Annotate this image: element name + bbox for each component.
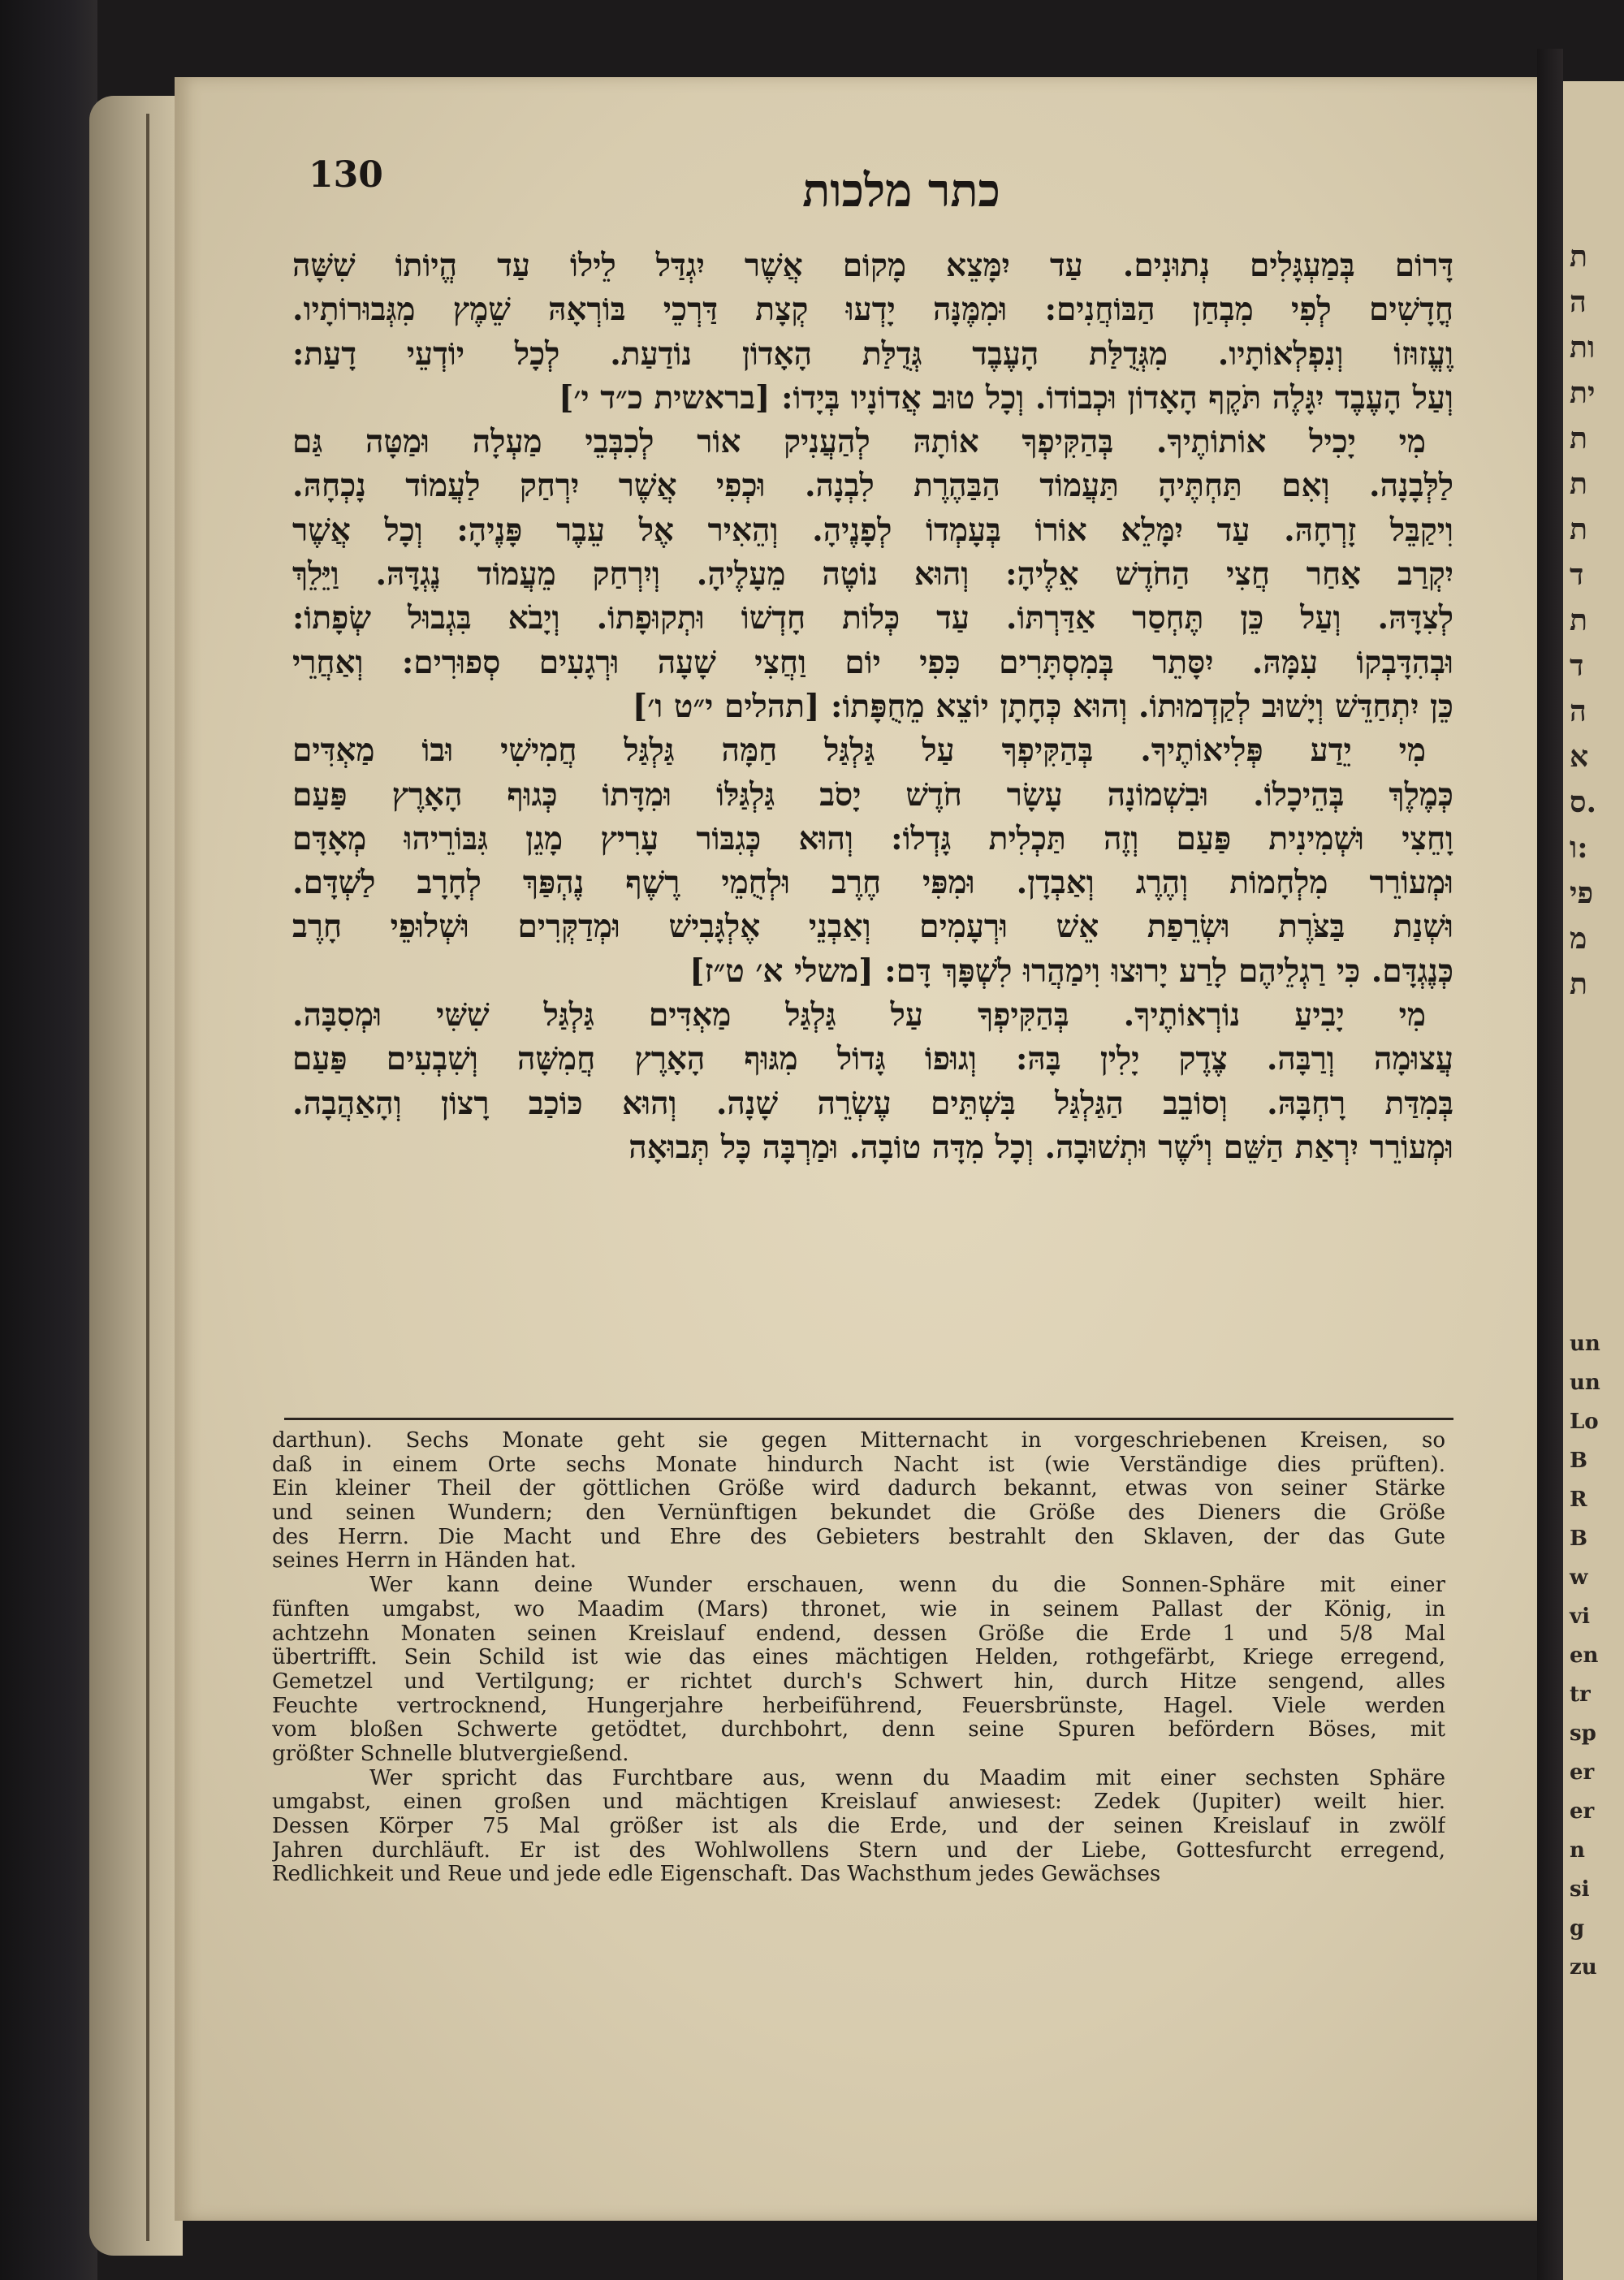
book-gutter bbox=[1537, 49, 1563, 2280]
facing-page-fragment: w bbox=[1570, 1565, 1588, 1590]
german-line: Wer spricht das Furchtbare aus, wenn du Maadim mit einer sechsten Sphäre bbox=[369, 1766, 1445, 1790]
facing-page-fragment: n bbox=[1570, 1838, 1585, 1863]
hebrew-line: יִקְרַב אַחַר חֲצִי הַחֹדֶשׁ אֵלֶיהָ: וְהוּא נוֹטֶה מֵעָלֶיהָ. וְיִרְחַק מֵעֲמוֹד נֶגְדָּהּ. וַיֵּלֵךְ bbox=[292, 555, 1453, 594]
german-line: fünften umgabst, wo Maadim (Mars) thronet, wie in seinem Pallast der König, in bbox=[272, 1597, 1445, 1621]
facing-page-fragment: ד bbox=[1570, 649, 1584, 683]
facing-page-fragment: zu bbox=[1570, 1955, 1597, 1980]
hebrew-line: עֲצוּמָה וְרַבָּה. צֶדֶק יָלִין בָּהּ: וְגוּפוֹ גָּדוֹל מִגּוּף הָאָרֶץ חֲמִשָּׁה וְשִׁבְעִים פַּעַם bbox=[292, 1040, 1453, 1078]
german-line: umgabst, einen großen und mächtigen Kreislauf anwiesest: Zedek (Jupiter) weilt hier. bbox=[272, 1790, 1445, 1815]
facing-page-fragment: ס. bbox=[1570, 785, 1597, 819]
facing-page-fragment: R bbox=[1570, 1488, 1587, 1512]
facing-page-fragment: un bbox=[1570, 1332, 1600, 1356]
facing-page-fragment: ות bbox=[1570, 330, 1596, 365]
facing-page-fragment: si bbox=[1570, 1877, 1590, 1902]
facing-page-fragment: en bbox=[1570, 1643, 1599, 1668]
hebrew-line: בְּמִדַּת רָחְבָּהּ. וְסוֹבֵב הַגַּלְגַּל בִּשְׁתֵּים עֶשְׂרֵה שָׁנָה. וְהוּא כּוֹכַב רָצוֹן וְהָאַהֲבָה. bbox=[292, 1084, 1453, 1122]
german-line: vom bloßen Schwerte getödtet, durchbohrt, denn seine Spuren befördern Böses, mit bbox=[272, 1718, 1445, 1742]
german-line: Dessen Körper 75 Mal größer ist als die Erde, und der seinen Kreislauf in zwölf bbox=[272, 1815, 1445, 1838]
page-number: 130 bbox=[309, 154, 383, 196]
hebrew-line: וִיקַבֵּל זָרְחָהּ. עַד יִמָּלֵא אוֹרוֹ בְּעָמְדוֹ לְפָנֶיהָ. וְהֵאִיר אֶל עֵבֶר פָּנֶיהָ: וְכָל אֲשֶׁר bbox=[292, 511, 1453, 549]
running-title: כתר מלכות bbox=[802, 164, 1000, 218]
facing-page-fragment: ת bbox=[1570, 967, 1587, 1001]
german-line: und seinen Wundern; den Vernünftigen bekundet die Größe des Dieners die Größe bbox=[272, 1501, 1445, 1526]
german-translation-block bbox=[272, 1429, 1445, 2176]
facing-page-fragment: B bbox=[1570, 1449, 1587, 1473]
facing-page-fragment: Lo bbox=[1570, 1410, 1599, 1434]
facing-page-fragment: ת bbox=[1570, 421, 1587, 456]
hebrew-line: וּשְׁנַת בַּצֹּרֶת וּשְׂרֵפַת אֵשׁ וּרְעָמִים וְאַבְנֵי אֶלְגָּבִישׁ וּמְדַקְּרִים וּשְׁלוּפֵי חָרֶב bbox=[292, 908, 1453, 946]
binding-line bbox=[146, 114, 149, 2241]
hebrew-line: כְּמֶלֶךְ בְּהֵיכָלוֹ. וּבִשְׁמוֹנָה עָשָׂר חֹדֶשׁ יָסֹב גַּלְגַּלּוֹ וּמִדָּתוֹ כְּגוּף הָאָרֶץ פַּעַם bbox=[292, 775, 1453, 814]
german-line: größter Schnelle blutvergießend. bbox=[272, 1742, 629, 1766]
facing-page-fragment: B bbox=[1570, 1526, 1587, 1551]
facing-page-fragment: ה bbox=[1570, 285, 1587, 319]
hebrew-line: וּמְעוֹרֵר יִרְאַת הַשֵּׁם וְיֹשֶׁר וּתְשׁוּבָה. וְכָל מִדָּה טוֹבָה. וּמַרְבָּה כָּל תְּבוּאָה bbox=[628, 1128, 1453, 1166]
hebrew-line: וְעַל הָעֶבֶד יִגָּלֶה תֹּקֶף הָאָדוֹן וּכְבוֹדוֹ. וְכָל טוּב אֲדוֹנָיו בְּיָדוֹ: [בראשית כ״ד י׳] bbox=[558, 378, 1453, 417]
separator-rule bbox=[284, 1418, 1453, 1420]
facing-page-fragment: er bbox=[1570, 1760, 1595, 1785]
facing-page-fragment: ת bbox=[1570, 467, 1587, 501]
facing-page-fragment: ת bbox=[1570, 603, 1587, 637]
german-line: darthun). Sechs Monate geht sie gegen Mitternacht in vorgeschriebenen Kreisen, so bbox=[272, 1429, 1445, 1453]
hebrew-line: כְּנֶגְדָּם. כִּי רַגְלֵיהֶם לָרַע יָרוּצוּ וִימַהֲרוּ לִשְׁפָּךְ דָּם: [משלי א׳ ט״ז] bbox=[689, 952, 1453, 990]
hebrew-line: מִי יֵדַע פְּלִיאוֹתֶיךָ. בְּהַקִּיפְךָ עַל גַּלְגַּל חַמָּה גַּלְגַּל חֲמִישִׁי וּבוֹ מַאְדִּים bbox=[292, 732, 1426, 770]
german-line: daß in einem Orte sechs Monate hindurch Nacht ist (wie Verständige dies prüften). bbox=[272, 1453, 1445, 1477]
facing-page-edge bbox=[1563, 81, 1624, 2280]
facing-page-fragment: g bbox=[1570, 1916, 1585, 1941]
german-line: seines Herrn in Händen hat. bbox=[272, 1549, 577, 1574]
page-edge-stack bbox=[89, 96, 183, 2256]
facing-page-fragment: ו: bbox=[1570, 831, 1588, 865]
hebrew-text-block bbox=[292, 244, 1453, 1405]
facing-page-fragment: ת bbox=[1570, 512, 1587, 546]
german-line: achtzehn Monaten seinen Kreislauf endend, dessen Größe die Erde 1 und 5/8 Mal bbox=[272, 1621, 1445, 1646]
german-line: übertrifft. Sein Schild ist wie das eines mächtigen Helden, rothgefärbt, Kriege erregend, bbox=[272, 1646, 1445, 1670]
facing-page-fragment: ד bbox=[1570, 558, 1584, 592]
facing-page-fragment: un bbox=[1570, 1371, 1600, 1395]
german-line: Gemetzel und Vertilgung; er richtet durch's Schwert hin, durch Hitze sengend, alles bbox=[272, 1669, 1445, 1694]
hebrew-line: מִי יָכִיל אוֹתוֹתֶיךָ. בְּהַקִּיפְךָ אוֹתָהּ לְהַעֲנִיק אוֹר לְכִבְּבֵי מַעְלָה וּמַטָּה גַּם bbox=[292, 423, 1426, 461]
german-line: des Herrn. Die Macht und Ehre des Gebieters bestrahlt den Sklaven, der das Gute bbox=[272, 1525, 1445, 1549]
german-line: Ein kleiner Theil der göttlichen Größe wird dadurch bekannt, etwas von seiner Stärke bbox=[272, 1477, 1445, 1501]
hebrew-line: וּבְהִדָּבְקוֹ עִמָּהּ. יִסָּתֵר בְּמִסְתָּרִים כִּפִי יוֹם וַחֲצִי שָׁעָה וּרְגָעִים סְפוּרִים: וְאַחֲרֵי bbox=[292, 643, 1453, 681]
hebrew-line: לְצִדָּהּ. וְעַל כֵּן תֶּחְסַר אַדַּרְתּוֹ. עַד כְּלוֹת חָדְשׁוֹ וּתְקוּפָתוֹ. וְיָבֹא בִּגְבוּל שְׂפָתוֹ: bbox=[292, 599, 1453, 637]
facing-page-fragment: ית bbox=[1570, 376, 1596, 410]
facing-page-fragment: מ bbox=[1570, 922, 1587, 956]
hebrew-line: חֳדָשִׁים לְפִי מִבְחַן הַבּוֹחֲנִים: וּמִמֶּנָּה יָדְעוּ קְצָת דַּרְכֵי בּוֹרְאָהּ שֵׁמֶץ מִגְּבוּרוֹתָיו. bbox=[292, 291, 1453, 329]
hebrew-line: כֵּן יִתְחַדֵּשׁ וְיָשׁוּב לְקַדְמוּתוֹ. וְהוּא כְּחָתָן יוֹצֵא מֵחֻפָּתוֹ: [תהלים י״ט ו׳] bbox=[632, 687, 1453, 725]
hebrew-line: לַלְּבָנָה. וְאִם תַּחְתֶּיהָ תַּעֲמוֹד הַבַּהֶרֶת לִבְנָה. וּכְפִי אֲשֶׁר יִרְחַק לַעֲמוֹד נָכְחָהּ. bbox=[292, 467, 1453, 505]
german-line: Wer kann deine Wunder erschauen, wenn du die Sonnen-Sphäre mit einer bbox=[369, 1574, 1445, 1598]
german-line: Jahren durchläuft. Er ist des Wohlwollens Stern und der Liebe, Gottesfurcht erregend, bbox=[272, 1838, 1445, 1863]
hebrew-line: וֶעֱזוּזוֹ וְנִפְלְאוֹתָיו. מִגְּדֻלַּת הָעֶבֶד גְּדֻלַּת הָאָדוֹן נוֹדַעַת. לְכָל יוֹדְעֵי דָעַת: bbox=[292, 335, 1453, 373]
hebrew-line: וּמְעוֹרֵר מִלְחָמוֹת וְהֶרֶג וְאַבְדָן. וּמִפִּי חֶרֶב וּלְחֻמֵי רֶשֶׁף נֶהְפַּךְ לְחָרָב לַשְׁדָּם. bbox=[292, 864, 1453, 902]
facing-page-fragment: tr bbox=[1570, 1682, 1591, 1707]
facing-page-fragment: er bbox=[1570, 1799, 1595, 1824]
left-book-edge bbox=[0, 0, 97, 2280]
facing-page-fragment: א bbox=[1570, 740, 1589, 774]
german-line: Redlichkeit und Reue und jede edle Eigenschaft. Das Wachsthum jedes Gewächses bbox=[272, 1863, 1161, 1887]
german-line: Feuchte vertrocknend, Hungerjahre herbeiführend, Feuersbrünste, Hagel. Viele werden bbox=[272, 1694, 1445, 1718]
facing-page-fragment: פי bbox=[1570, 876, 1594, 910]
hebrew-line: דָּרוֹם בְּמַעְגָּלִים נְתוּנִים. עַד יִמָּצֵא מָקוֹם אֲשֶׁר יִגְדַּל לֵילוֹ עַד הֱיוֹתוֹ שִׁשָּׁה bbox=[292, 247, 1453, 284]
facing-page-fragment: ת bbox=[1570, 240, 1587, 274]
facing-page-fragment: vi bbox=[1570, 1604, 1590, 1629]
facing-page-fragment: sp bbox=[1570, 1721, 1596, 1746]
hebrew-line: מִי יָבִיעַ נוֹרְאוֹתֶיךָ. בְּהַקִּיפְךָ עַל גַּלְגַּל מַאְדִּים גַּלְגַּל שִׁשִּׁי וּמְסִבָּה. bbox=[292, 996, 1426, 1034]
facing-page-fragment: ה bbox=[1570, 694, 1587, 728]
hebrew-line: וָחֵצִי וּשְׁמִינִית פַּעַם וְזֶה תַּכְלִית גָּדְלוֹ: וְהוּא כְּגִבּוֹר עָרִיץ מָגֵן גִּבּוֹרֵיהוּ מְאָדָּם bbox=[292, 819, 1453, 857]
